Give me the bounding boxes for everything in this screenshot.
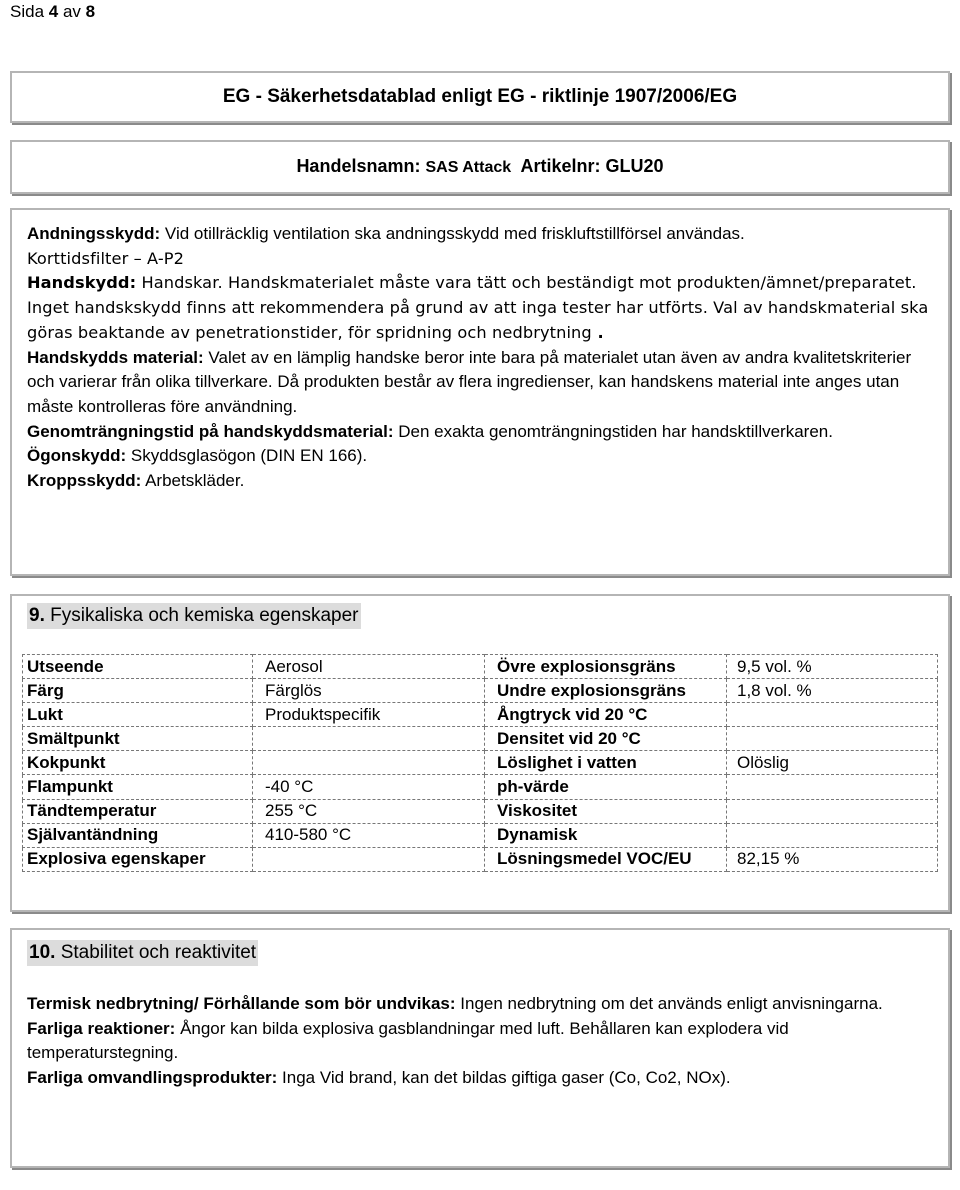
protection-box (10, 208, 950, 576)
property-row (23, 703, 938, 727)
body-text: Arbetskläder. (145, 471, 245, 491)
property-value (727, 823, 938, 847)
property-value: Aerosol (253, 655, 485, 679)
trade-name-value: SAS Attack (425, 159, 512, 176)
property-name: Övre explosionsgräns (485, 655, 727, 679)
eye-label: Ögonskydd: (27, 446, 127, 466)
property-row (23, 679, 938, 703)
section-9-title (27, 603, 361, 629)
hand-text: Handskar. Handskmaterialet måste vara tätt och beständigt mot produkten/ämnet/preparatet. (141, 273, 917, 293)
property-value (727, 799, 938, 823)
property-value (727, 727, 938, 751)
eye-text: Skyddsglasögon (DIN EN 166). (130, 446, 368, 466)
document-title-box (10, 71, 950, 123)
property-value (727, 775, 938, 799)
property-name: Dynamisk (485, 823, 727, 847)
property-name: Viskositet (485, 799, 727, 823)
section-10-box (10, 928, 950, 1168)
resp-line (27, 222, 938, 247)
property-row (23, 655, 938, 679)
property-value (727, 703, 938, 727)
property-name: Ångtryck vid 20 °C (485, 703, 727, 727)
section-9-box (10, 594, 950, 912)
eye-line (27, 444, 938, 469)
property-value: Färglös (253, 679, 485, 703)
property-value: 82,15 % (727, 847, 938, 871)
property-row (23, 823, 938, 847)
trade-name-label: Handelsnamn: (296, 156, 421, 176)
property-name: Densitet vid 20 °C (485, 727, 727, 751)
penetration-label: Genomträngningstid på handskyddsmaterial: (27, 421, 394, 441)
penetration-text: Den exakta genomträngningstiden har handsktillverkaren. (398, 421, 833, 441)
resp-text: Vid otillräcklig ventilation ska andningsskydd med friskluftstillförsel användas. (164, 224, 745, 243)
hand-line (27, 271, 938, 296)
reactions-line (27, 1017, 938, 1066)
decomp-line (27, 1066, 938, 1091)
section-10-heading: Stabilitet och reaktivitet (60, 942, 257, 963)
properties-table (22, 654, 938, 872)
hand-label: Handskydd: (27, 273, 137, 293)
thermal-line (27, 992, 938, 1017)
hand-material-label: Handskydds material: (27, 347, 204, 367)
property-name: Tändtemperatur (23, 799, 253, 823)
section-10-title (27, 940, 258, 966)
property-value (253, 751, 485, 775)
body-line (27, 469, 938, 494)
property-name: ph-värde (485, 775, 727, 799)
section-10-text (27, 992, 938, 1091)
trade-name-box (10, 140, 950, 194)
property-name: Självantändning (23, 823, 253, 847)
property-name: Löslighet i vatten (485, 751, 727, 775)
property-value: 1,8 vol. % (727, 679, 938, 703)
page-current: 4 (48, 2, 59, 21)
decomp-text: Inga Vid brand, kan det bildas giftiga gaser (Co, Co2, NOx). (282, 1068, 731, 1088)
reactions-text: Ångor kan bilda explosiva gasblandningar med luft. Behållaren kan explodera vid temperaturstegning. (27, 1018, 789, 1063)
hand-material-text: Valet av en lämplig handske beror inte bara på materialet utan även av andra kvalitetskriterier och varierar från olika tillverkare. Då produkten består av flera ingredienser, kan handskens material inte anges utan måste kontrolleras före användning. (27, 347, 912, 416)
property-row (23, 799, 938, 823)
property-row (23, 775, 938, 799)
property-name: Smältpunkt (23, 727, 253, 751)
article-value: GLU20 (605, 156, 664, 176)
property-name: Färg (23, 679, 253, 703)
document-title: EG - Säkerhetsdatablad enligt EG - riktlinje 1907/2006/EG (222, 86, 738, 107)
trade-name-line (12, 142, 948, 192)
resp-label: Andningsskydd: (27, 224, 161, 243)
article-label: Artikelnr: (520, 156, 601, 176)
page-label: Sida (10, 2, 45, 21)
property-name: Lukt (23, 703, 253, 727)
property-value (253, 847, 485, 871)
thermal-text: Ingen nedbrytning om det används enligt anvisningarna. (460, 994, 883, 1013)
property-name: Flampunkt (23, 775, 253, 799)
property-name: Utseende (23, 655, 253, 679)
property-value: 410-580 °C (253, 823, 485, 847)
section-9-heading: Fysikaliska och kemiska egenskaper (50, 605, 359, 626)
decomp-label: Farliga omvandlingsprodukter: (27, 1068, 278, 1088)
section-9-number: 9. (29, 605, 45, 626)
protection-text (27, 222, 938, 494)
page-of: av (62, 2, 81, 21)
hand-material-line (27, 346, 938, 420)
property-name: Lösningsmedel VOC/EU (485, 847, 727, 871)
page-number (10, 2, 95, 22)
property-value: Produktspecifik (253, 703, 485, 727)
property-row (23, 751, 938, 775)
property-name: Undre explosionsgräns (485, 679, 727, 703)
property-value: 255 °C (253, 799, 485, 823)
section-10-number: 10. (29, 942, 56, 963)
property-value: 9,5 vol. % (727, 655, 938, 679)
property-name: Explosiva egenskaper (23, 847, 253, 871)
reactions-label: Farliga reaktioner: (27, 1018, 176, 1038)
penetration-line (27, 420, 938, 445)
filter-line: Korttidsfilter – A-P2 (27, 248, 185, 268)
property-value: -40 °C (253, 775, 485, 799)
body-label: Kroppsskydd: (27, 471, 142, 491)
property-row (23, 847, 938, 871)
property-value: Olöslig (727, 751, 938, 775)
thermal-label: Termisk nedbrytning/ Förhållande som bör undvikas: (27, 994, 456, 1013)
hand-text-2: Inget handskskydd finns att rekommendera på grund av att inga tester har utförts. Val av handskmaterial ska göras beaktande av penetrationstider, för spridning och nedbrytning (27, 298, 929, 342)
property-name: Kokpunkt (23, 751, 253, 775)
page-total: 8 (85, 2, 96, 21)
hand-line-2: Inget handskskydd finns att rekommendera på grund av att inga tester har utförts. Val av handskmaterial ska göras beaktande av penetrationstider, för spridning och nedbrytning . (27, 298, 929, 342)
property-row (23, 727, 938, 751)
property-value (253, 727, 485, 751)
